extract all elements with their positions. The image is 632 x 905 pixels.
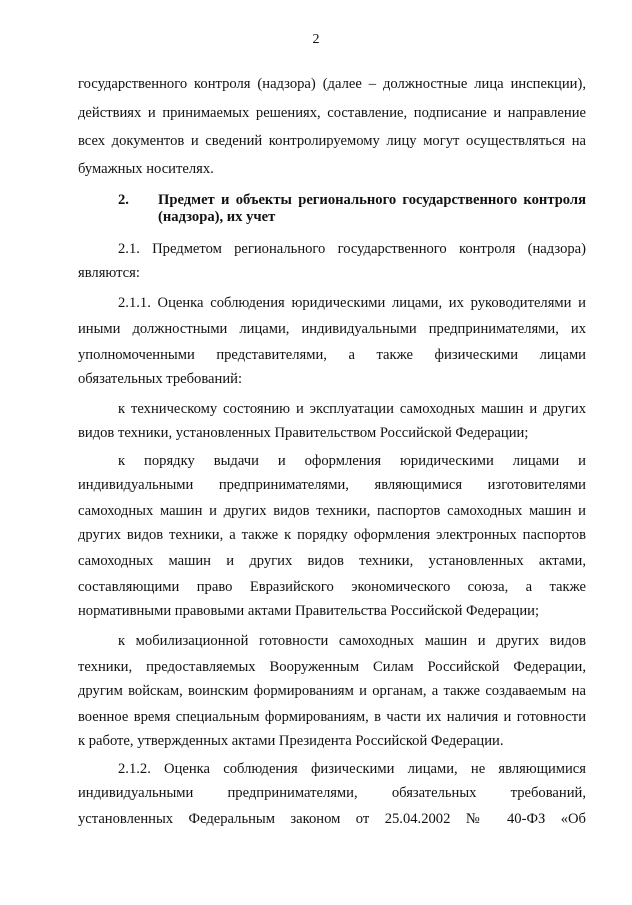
text-line: самоходных машин и других видов техники, установленных актами, <box>78 553 586 569</box>
text-line: другим войскам, воинским формированиям и органам, а также создаваемым на <box>78 683 586 699</box>
text-line: других видов техники, а также к порядку оформления электронных паспортов <box>78 527 586 543</box>
text-line: нормативными правовыми актами Правительства Российской Федерации; <box>78 603 539 619</box>
text-line: 2.1.2. Оценка соблюдения физическими лицами, не являющимися <box>118 761 586 777</box>
text-line: к порядку выдачи и оформления юридическими лицами и <box>118 453 586 469</box>
text-line: к работе, утвержденных актами Президента Российской Федерации. <box>78 733 504 749</box>
text-line: действиях и принимаемых решениях, составление, подписание и направление <box>78 105 586 121</box>
text-line: бумажных носителях. <box>78 161 214 177</box>
text-line: военное время специальным формированиям, в части их наличия и готовности <box>78 709 586 725</box>
text-line: государственного контроля (надзора) (далее – должностные лица инспекции), <box>78 76 586 92</box>
text-line: 2.1. Предметом регионального государственного контроля (надзора) <box>118 241 586 257</box>
page-number: 2 <box>312 32 320 47</box>
text-line: 2.1.1. Оценка соблюдения юридическими лицами, их руководителями и <box>118 295 586 311</box>
text-line: видов техники, установленных Правительством Российской Федерации; <box>78 425 529 441</box>
text-line: техники, предоставляемых Вооруженным Силам Российской Федерации, <box>78 659 586 675</box>
text-line: к мобилизационной готовности самоходных машин и других видов <box>118 633 586 649</box>
section-title-line: Предмет и объекты регионального государственного контроля <box>158 192 586 208</box>
text-line: уполномоченными представителями, а также физическими лицами <box>78 347 586 363</box>
text-line: обязательных требований: <box>78 371 243 387</box>
text-line: составляющими право Евразийского экономического союза, а также <box>78 579 586 595</box>
text-line: к техническому состоянию и эксплуатации самоходных машин и других <box>118 401 586 417</box>
text-line: являются: <box>78 265 140 281</box>
text-line: самоходных машин и других видов техники, паспортов самоходных машин и <box>78 503 586 519</box>
text-line: индивидуальными предпринимателями, обязательных требований, <box>78 785 586 801</box>
text-line: индивидуальными предпринимателями, являющимися изготовителями <box>78 477 586 493</box>
section-title-line: (надзора), их учет <box>158 209 276 225</box>
section-number: 2. <box>118 192 129 208</box>
text-line: всех документов и сведений контролируемому лицу могут осуществляться на <box>78 133 586 149</box>
text-line: иными должностными лицами, индивидуальными предпринимателями, их <box>78 321 586 337</box>
text-line: установленных Федеральным законом от 25.04.2002 № 40-ФЗ «Об <box>78 811 586 827</box>
